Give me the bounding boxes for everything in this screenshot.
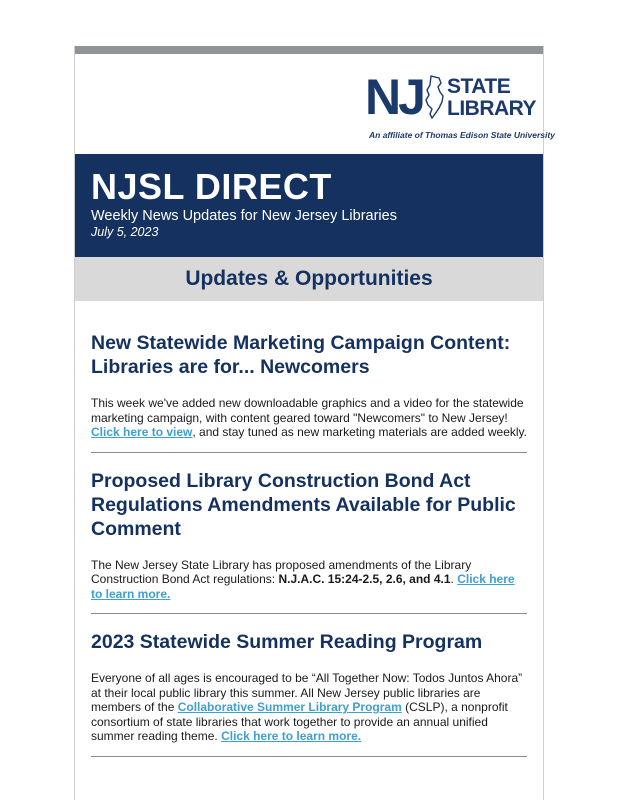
article-construction-bond-act xyxy=(75,453,543,615)
section-title: Updates & Opportunities xyxy=(185,267,433,290)
newsletter-frame xyxy=(74,46,555,800)
article-text: The New Jersey State Library has proposed amendments of the Library Construction Bond Act regulations: xyxy=(91,557,472,586)
logo-nj-text: NJ xyxy=(365,69,423,125)
nj-state-library-logo[interactable] xyxy=(365,69,555,142)
newsletter-subtitle: Weekly News Updates for New Jersey Libraries xyxy=(91,208,397,224)
article-text: , and stay tuned as new marketing materials are added weekly. xyxy=(192,425,527,439)
cslp-link[interactable]: Collaborative Summer Library Program xyxy=(177,700,402,714)
article-body xyxy=(91,396,527,440)
learn-more-link[interactable]: Click here to learn more. xyxy=(221,729,362,743)
article-title: 2023 Statewide Summer Reading Program xyxy=(91,631,483,653)
regulation-citation: N.J.A.C. 15:24-2.5, 2.6, and 4.1 xyxy=(278,572,451,586)
article-text: Everyone of all ages is encouraged to be “All Together Now: Todos Juntos Ahora” at their local public library this summer. All New Jersey public libraries are members of the xyxy=(91,671,523,714)
article-body xyxy=(91,671,527,744)
article-summer-reading xyxy=(75,614,543,757)
top-bar xyxy=(75,46,543,54)
divider xyxy=(91,756,527,757)
newsletter-title: NJSL DIRECT xyxy=(91,166,332,207)
learn-more-link[interactable]: Click here to learn more. xyxy=(91,572,515,601)
logo-area xyxy=(75,54,555,154)
click-here-to-view-link[interactable]: Click here to view xyxy=(91,425,193,439)
article-body xyxy=(91,558,527,602)
new-jersey-state-outline-icon xyxy=(423,74,445,120)
article-marketing-campaign xyxy=(75,301,543,453)
section-header xyxy=(75,257,543,301)
article-text: This week we've added new downloadable graphics and a video for the statewide marketing campaign, with content geared toward "Newcomers" to New Jersey! xyxy=(91,396,524,425)
logo-library-word: LIBRARY xyxy=(447,97,537,120)
logo-state-library-text xyxy=(447,76,536,120)
newsletter-date: July 5, 2023 xyxy=(91,225,159,239)
article-text: . xyxy=(450,572,458,586)
article-title: Proposed Library Construction Bond Act Regulations Amendments Available for Public Comment xyxy=(91,469,516,540)
logo-state-word: STATE xyxy=(447,75,511,98)
logo-affiliate-text: An affiliate of Thomas Edison State University xyxy=(369,130,555,140)
header-banner xyxy=(75,154,543,257)
article-title: New Statewide Marketing Campaign Content: Libraries are for... Newcomers xyxy=(91,332,511,378)
article-text: (CSLP), a nonprofit consortium of state libraries that work together to provide an annual unified summer reading theme. xyxy=(91,700,508,743)
